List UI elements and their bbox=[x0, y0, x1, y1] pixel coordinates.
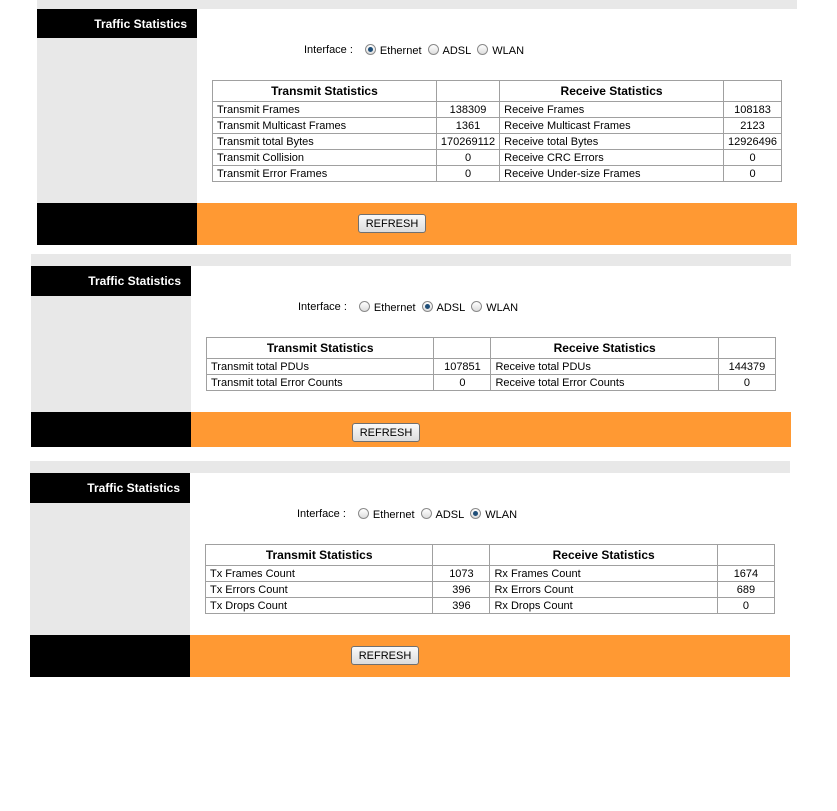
wlan-radio[interactable] bbox=[471, 299, 518, 314]
transmit-header: Transmit Statistics bbox=[207, 338, 434, 359]
tx-label: Transmit Multicast Frames bbox=[213, 118, 437, 134]
panel3-footer-bar bbox=[190, 635, 790, 677]
receive-header: Receive Statistics bbox=[490, 545, 717, 566]
interface-label: Interface : bbox=[298, 300, 347, 313]
panel3-interface-selector bbox=[297, 506, 523, 521]
radio-icon[interactable] bbox=[477, 44, 488, 55]
rx-label: Receive total PDUs bbox=[491, 359, 718, 375]
tx-label: Transmit Collision bbox=[213, 150, 437, 166]
receive-header: Receive Statistics bbox=[491, 338, 718, 359]
table-row bbox=[207, 375, 776, 391]
transmit-header: Transmit Statistics bbox=[206, 545, 433, 566]
radio-icon[interactable] bbox=[428, 44, 439, 55]
transmit-header: Transmit Statistics bbox=[213, 81, 437, 102]
table-row bbox=[213, 150, 782, 166]
panel3-title: Traffic Statistics bbox=[30, 473, 190, 503]
refresh-button[interactable]: REFRESH bbox=[352, 423, 420, 442]
panel1-top-strip bbox=[37, 0, 797, 9]
tx-value: 138309 bbox=[436, 102, 499, 118]
table-header-row bbox=[206, 545, 775, 566]
ethernet-radio[interactable] bbox=[365, 42, 422, 57]
ethernet-label: Ethernet bbox=[373, 302, 416, 314]
panel2-top-strip bbox=[31, 254, 791, 266]
header-spacer bbox=[434, 338, 491, 359]
panel3-stats-table bbox=[205, 544, 775, 614]
radio-selected-icon[interactable] bbox=[470, 508, 481, 519]
rx-label: Receive total Error Counts bbox=[491, 375, 718, 391]
rx-value: 144379 bbox=[718, 359, 775, 375]
panel1-interface-selector bbox=[304, 42, 530, 57]
tx-value: 107851 bbox=[434, 359, 491, 375]
rx-label: Receive total Bytes bbox=[500, 134, 724, 150]
ethernet-label: Ethernet bbox=[379, 45, 422, 57]
rx-label: Receive Under-size Frames bbox=[500, 166, 724, 182]
rx-value: 0 bbox=[724, 166, 782, 182]
tx-value: 0 bbox=[436, 166, 499, 182]
tx-value: 1361 bbox=[436, 118, 499, 134]
tx-value: 0 bbox=[434, 375, 491, 391]
header-spacer bbox=[717, 545, 774, 566]
radio-icon[interactable] bbox=[358, 508, 369, 519]
wlan-label: WLAN bbox=[486, 302, 519, 314]
tx-value: 1073 bbox=[433, 566, 490, 582]
tx-label: Tx Errors Count bbox=[206, 582, 433, 598]
table-row bbox=[207, 359, 776, 375]
tx-label: Transmit total Bytes bbox=[213, 134, 437, 150]
wlan-label: WLAN bbox=[492, 45, 525, 57]
tx-value: 396 bbox=[433, 582, 490, 598]
panel3-footer-left bbox=[30, 635, 190, 677]
panel1-title: Traffic Statistics bbox=[37, 9, 197, 38]
rx-label: Receive Multicast Frames bbox=[500, 118, 724, 134]
table-header-row bbox=[213, 81, 782, 102]
rx-label: Receive CRC Errors bbox=[500, 150, 724, 166]
panel2-title: Traffic Statistics bbox=[31, 266, 191, 296]
panel1-footer-bar bbox=[197, 203, 797, 245]
ethernet-label: Ethernet bbox=[372, 509, 415, 521]
refresh-button[interactable]: REFRESH bbox=[351, 646, 419, 665]
panel1-footer-left bbox=[37, 203, 197, 245]
rx-value: 0 bbox=[724, 150, 782, 166]
tx-label: Transmit total PDUs bbox=[207, 359, 434, 375]
table-row bbox=[206, 582, 775, 598]
adsl-radio[interactable] bbox=[422, 299, 466, 314]
table-row bbox=[206, 566, 775, 582]
table-row bbox=[206, 598, 775, 614]
panel2-interface-selector bbox=[298, 299, 524, 314]
adsl-radio[interactable] bbox=[421, 506, 465, 521]
panel3-top-strip bbox=[30, 461, 790, 473]
radio-selected-icon[interactable] bbox=[422, 301, 433, 312]
refresh-button[interactable]: REFRESH bbox=[358, 214, 426, 233]
header-spacer bbox=[718, 338, 775, 359]
interface-label: Interface : bbox=[297, 507, 346, 520]
header-spacer bbox=[436, 81, 499, 102]
rx-value: 12926496 bbox=[724, 134, 782, 150]
tx-value: 0 bbox=[436, 150, 499, 166]
tx-value: 396 bbox=[433, 598, 490, 614]
adsl-label: ADSL bbox=[436, 302, 466, 314]
tx-label: Transmit total Error Counts bbox=[207, 375, 434, 391]
tx-value: 170269112 bbox=[436, 134, 499, 150]
rx-label: Rx Drops Count bbox=[490, 598, 717, 614]
wlan-radio[interactable] bbox=[470, 506, 517, 521]
header-spacer bbox=[724, 81, 782, 102]
interface-label: Interface : bbox=[304, 43, 353, 56]
header-spacer bbox=[433, 545, 490, 566]
receive-header: Receive Statistics bbox=[500, 81, 724, 102]
panel2-stats-table bbox=[206, 337, 776, 391]
table-row bbox=[213, 102, 782, 118]
panel3-sidebar bbox=[30, 503, 190, 635]
rx-value: 2123 bbox=[724, 118, 782, 134]
rx-label: Receive Frames bbox=[500, 102, 724, 118]
rx-value: 689 bbox=[717, 582, 774, 598]
rx-label: Rx Errors Count bbox=[490, 582, 717, 598]
tx-label: Transmit Frames bbox=[213, 102, 437, 118]
tx-label: Transmit Error Frames bbox=[213, 166, 437, 182]
panel2-footer-bar bbox=[191, 412, 791, 447]
panel1-sidebar bbox=[37, 38, 197, 203]
rx-value: 0 bbox=[718, 375, 775, 391]
wlan-label: WLAN bbox=[485, 509, 518, 521]
adsl-radio[interactable] bbox=[428, 42, 472, 57]
panel2-sidebar bbox=[31, 296, 191, 412]
ethernet-radio[interactable] bbox=[358, 506, 415, 521]
radio-icon[interactable] bbox=[471, 301, 482, 312]
tx-label: Tx Drops Count bbox=[206, 598, 433, 614]
rx-value: 108183 bbox=[724, 102, 782, 118]
table-row bbox=[213, 118, 782, 134]
tx-label: Tx Frames Count bbox=[206, 566, 433, 582]
radio-selected-icon[interactable] bbox=[365, 44, 376, 55]
ethernet-radio[interactable] bbox=[359, 299, 416, 314]
adsl-label: ADSL bbox=[442, 45, 472, 57]
adsl-label: ADSL bbox=[435, 509, 465, 521]
rx-label: Rx Frames Count bbox=[490, 566, 717, 582]
radio-icon[interactable] bbox=[359, 301, 370, 312]
table-row bbox=[213, 166, 782, 182]
panel2-footer-left bbox=[31, 412, 191, 447]
wlan-radio[interactable] bbox=[477, 42, 524, 57]
table-header-row bbox=[207, 338, 776, 359]
rx-value: 0 bbox=[717, 598, 774, 614]
panel1-stats-table bbox=[212, 80, 782, 182]
table-row bbox=[213, 134, 782, 150]
radio-icon[interactable] bbox=[421, 508, 432, 519]
rx-value: 1674 bbox=[717, 566, 774, 582]
